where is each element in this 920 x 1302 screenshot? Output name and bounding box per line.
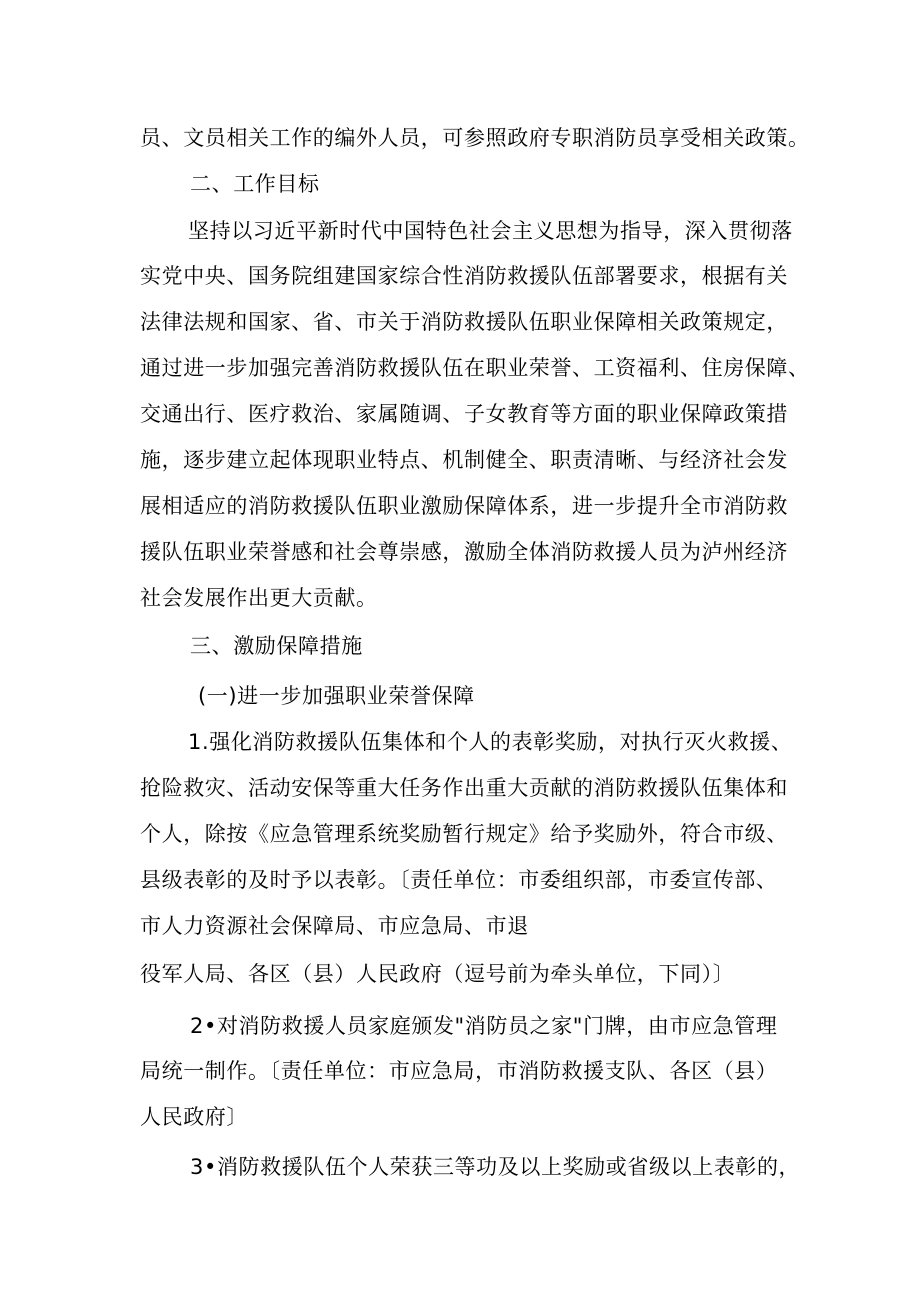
- text-line-23: 3•消防救援队伍个人荣获三等功及以上奖励或省级以上表彰的，: [190, 1155, 801, 1179]
- heading-work-goals: 二、工作目标: [190, 172, 320, 196]
- text-line-4: 实党中央、国务院组建国家综合性消防救援队伍部署要求，根据有关: [140, 264, 788, 288]
- text-line-19: 役军人局、各区（县）人民政府（逗号前为牵头单位，下同）〕: [140, 962, 735, 986]
- text-line-11: 社会发展作出更大贡献。: [140, 586, 378, 610]
- text-line-9: 展相适应的消防救援队伍职业激励保障体系，进一步提升全市消防救: [140, 494, 788, 518]
- text-line-18: 市人力资源社会保障局、市应急局、市退: [140, 914, 529, 938]
- text-line-3: 坚持以习近平新时代中国特色社会主义思想为指导，深入贯彻落: [188, 219, 793, 243]
- text-line-1: 员、文员相关工作的编外人员，可参照政府专职消防员享受相关政策。: [140, 126, 810, 150]
- text-line-10: 援队伍职业荣誉感和社会尊崇感，激励全体消防救援人员为泸州经济: [140, 540, 788, 564]
- text-line-14: 1.强化消防救援队伍集体和个人的表彰奖励，对执行灭火救援、: [188, 730, 793, 754]
- heading-measures: 三、激励保障措施: [190, 634, 363, 658]
- text-line-22: 人民政府〕: [140, 1105, 248, 1129]
- text-line-15: 抢险救灾、活动安保等重大任务作出重大贡献的消防救援队伍集体和: [140, 776, 788, 800]
- subheading-honor: (一)进一步加强职业荣誉保障: [198, 684, 475, 708]
- text-line-21: 局统一制作。〔责任单位：市应急局，市消防救援支队、各区（县）: [140, 1059, 778, 1083]
- text-line-5: 法律法规和国家、省、市关于消防救援队伍职业保障相关政策规定，: [140, 310, 788, 334]
- text-line-8: 施，逐步建立起体现职业特点、机制健全、职责清晰、与经济社会发: [140, 448, 788, 472]
- text-line-16: 个人，除按《应急管理系统奖励暂行规定》给予奖励外，符合市级、: [140, 822, 788, 846]
- text-line-17: 县级表彰的及时予以表彰。〔责任单位：市委组织部，市委宣传部、: [140, 868, 778, 892]
- text-line-20: 2•对消防救援人员家庭颁发"消防员之家"门牌，由市应急管理: [190, 1014, 778, 1038]
- text-line-7: 交通出行、医疗救治、家属随调、子女教育等方面的职业保障政策措: [140, 402, 788, 426]
- text-line-6: 通过进一步加强完善消防救援队伍在职业荣誉、工资福利、住房保障、: [140, 356, 810, 380]
